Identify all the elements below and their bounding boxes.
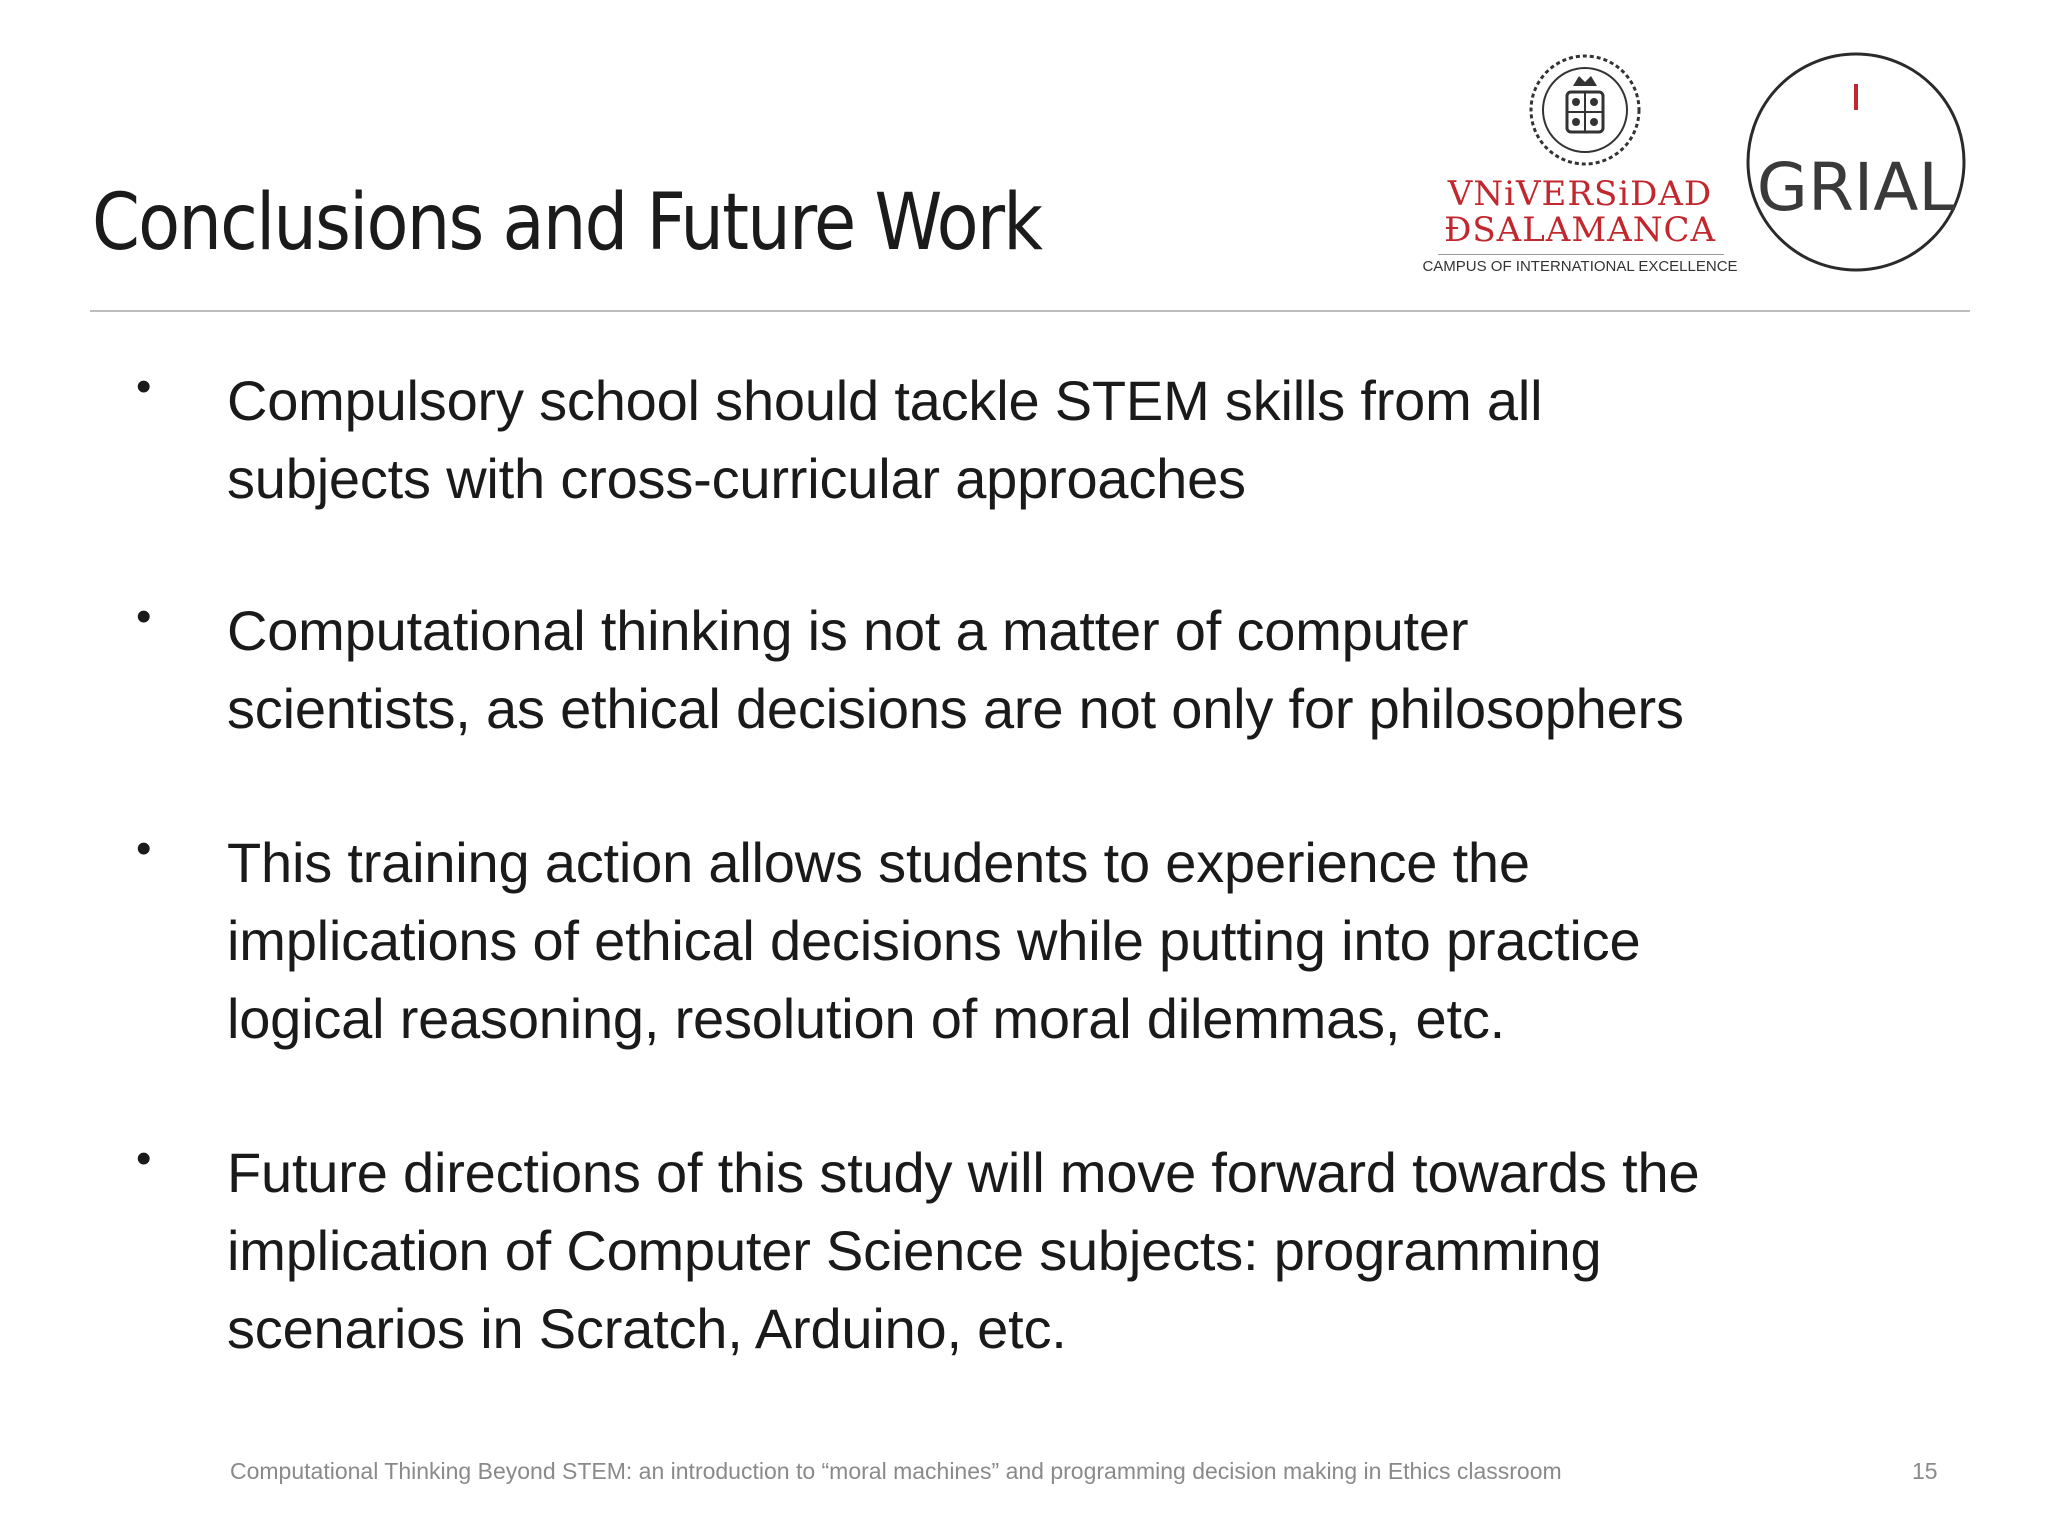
bullet-marker: • (136, 824, 152, 873)
bullet-line: scientists, as ethical decisions are not only for philosophers (227, 677, 1684, 740)
grial-logo-text: GRIAL (1756, 149, 1956, 226)
bullet-line: Computational thinking is not a matter of computer (227, 599, 1469, 662)
university-tagline: CAMPUS OF INTERNATIONAL EXCELLENCE (1422, 258, 1738, 275)
university-logo-divider (1438, 254, 1724, 255)
bullet-line: Compulsory school should tackle STEM skills from all (227, 369, 1543, 432)
bullet-text (227, 824, 1927, 1058)
bullet-line: logical reasoning, resolution of moral dilemmas, etc. (227, 987, 1506, 1050)
bullet-marker: • (136, 1134, 152, 1183)
bullet-line: implications of ethical decisions while putting into practice (227, 909, 1641, 972)
bullet-line: Future directions of this study will move forward towards the (227, 1141, 1700, 1204)
grial-logo (1744, 50, 1968, 274)
university-name-line1: VNiVERSiDAD (1447, 174, 1713, 214)
bullet-marker: • (136, 362, 152, 411)
bullet-line: implication of Computer Science subjects: programming (227, 1219, 1602, 1282)
university-logo (1420, 48, 1740, 288)
slide-title: Conclusions and Future Work (92, 178, 1042, 268)
bullet-text (227, 592, 1927, 748)
bullet-marker: • (136, 592, 152, 641)
page-number: 15 (1912, 1458, 1938, 1484)
bullet-line: subjects with cross-curricular approaches (227, 447, 1246, 510)
bullet-line: scenarios in Scratch, Arduino, etc. (227, 1297, 1067, 1360)
grial-logo-icon (1744, 50, 1968, 274)
university-name-line2: ÐSALAMANCA (1443, 210, 1717, 250)
bullet-text (227, 362, 1927, 518)
bullet-line: This training action allows students to experience the (227, 831, 1530, 894)
university-seal-icon (1525, 48, 1645, 168)
title-divider (90, 310, 1970, 312)
bullet-text (227, 1134, 1927, 1368)
footer-caption: Computational Thinking Beyond STEM: an introduction to “moral machines” and programming decision making in Ethics classroom (230, 1458, 1562, 1484)
